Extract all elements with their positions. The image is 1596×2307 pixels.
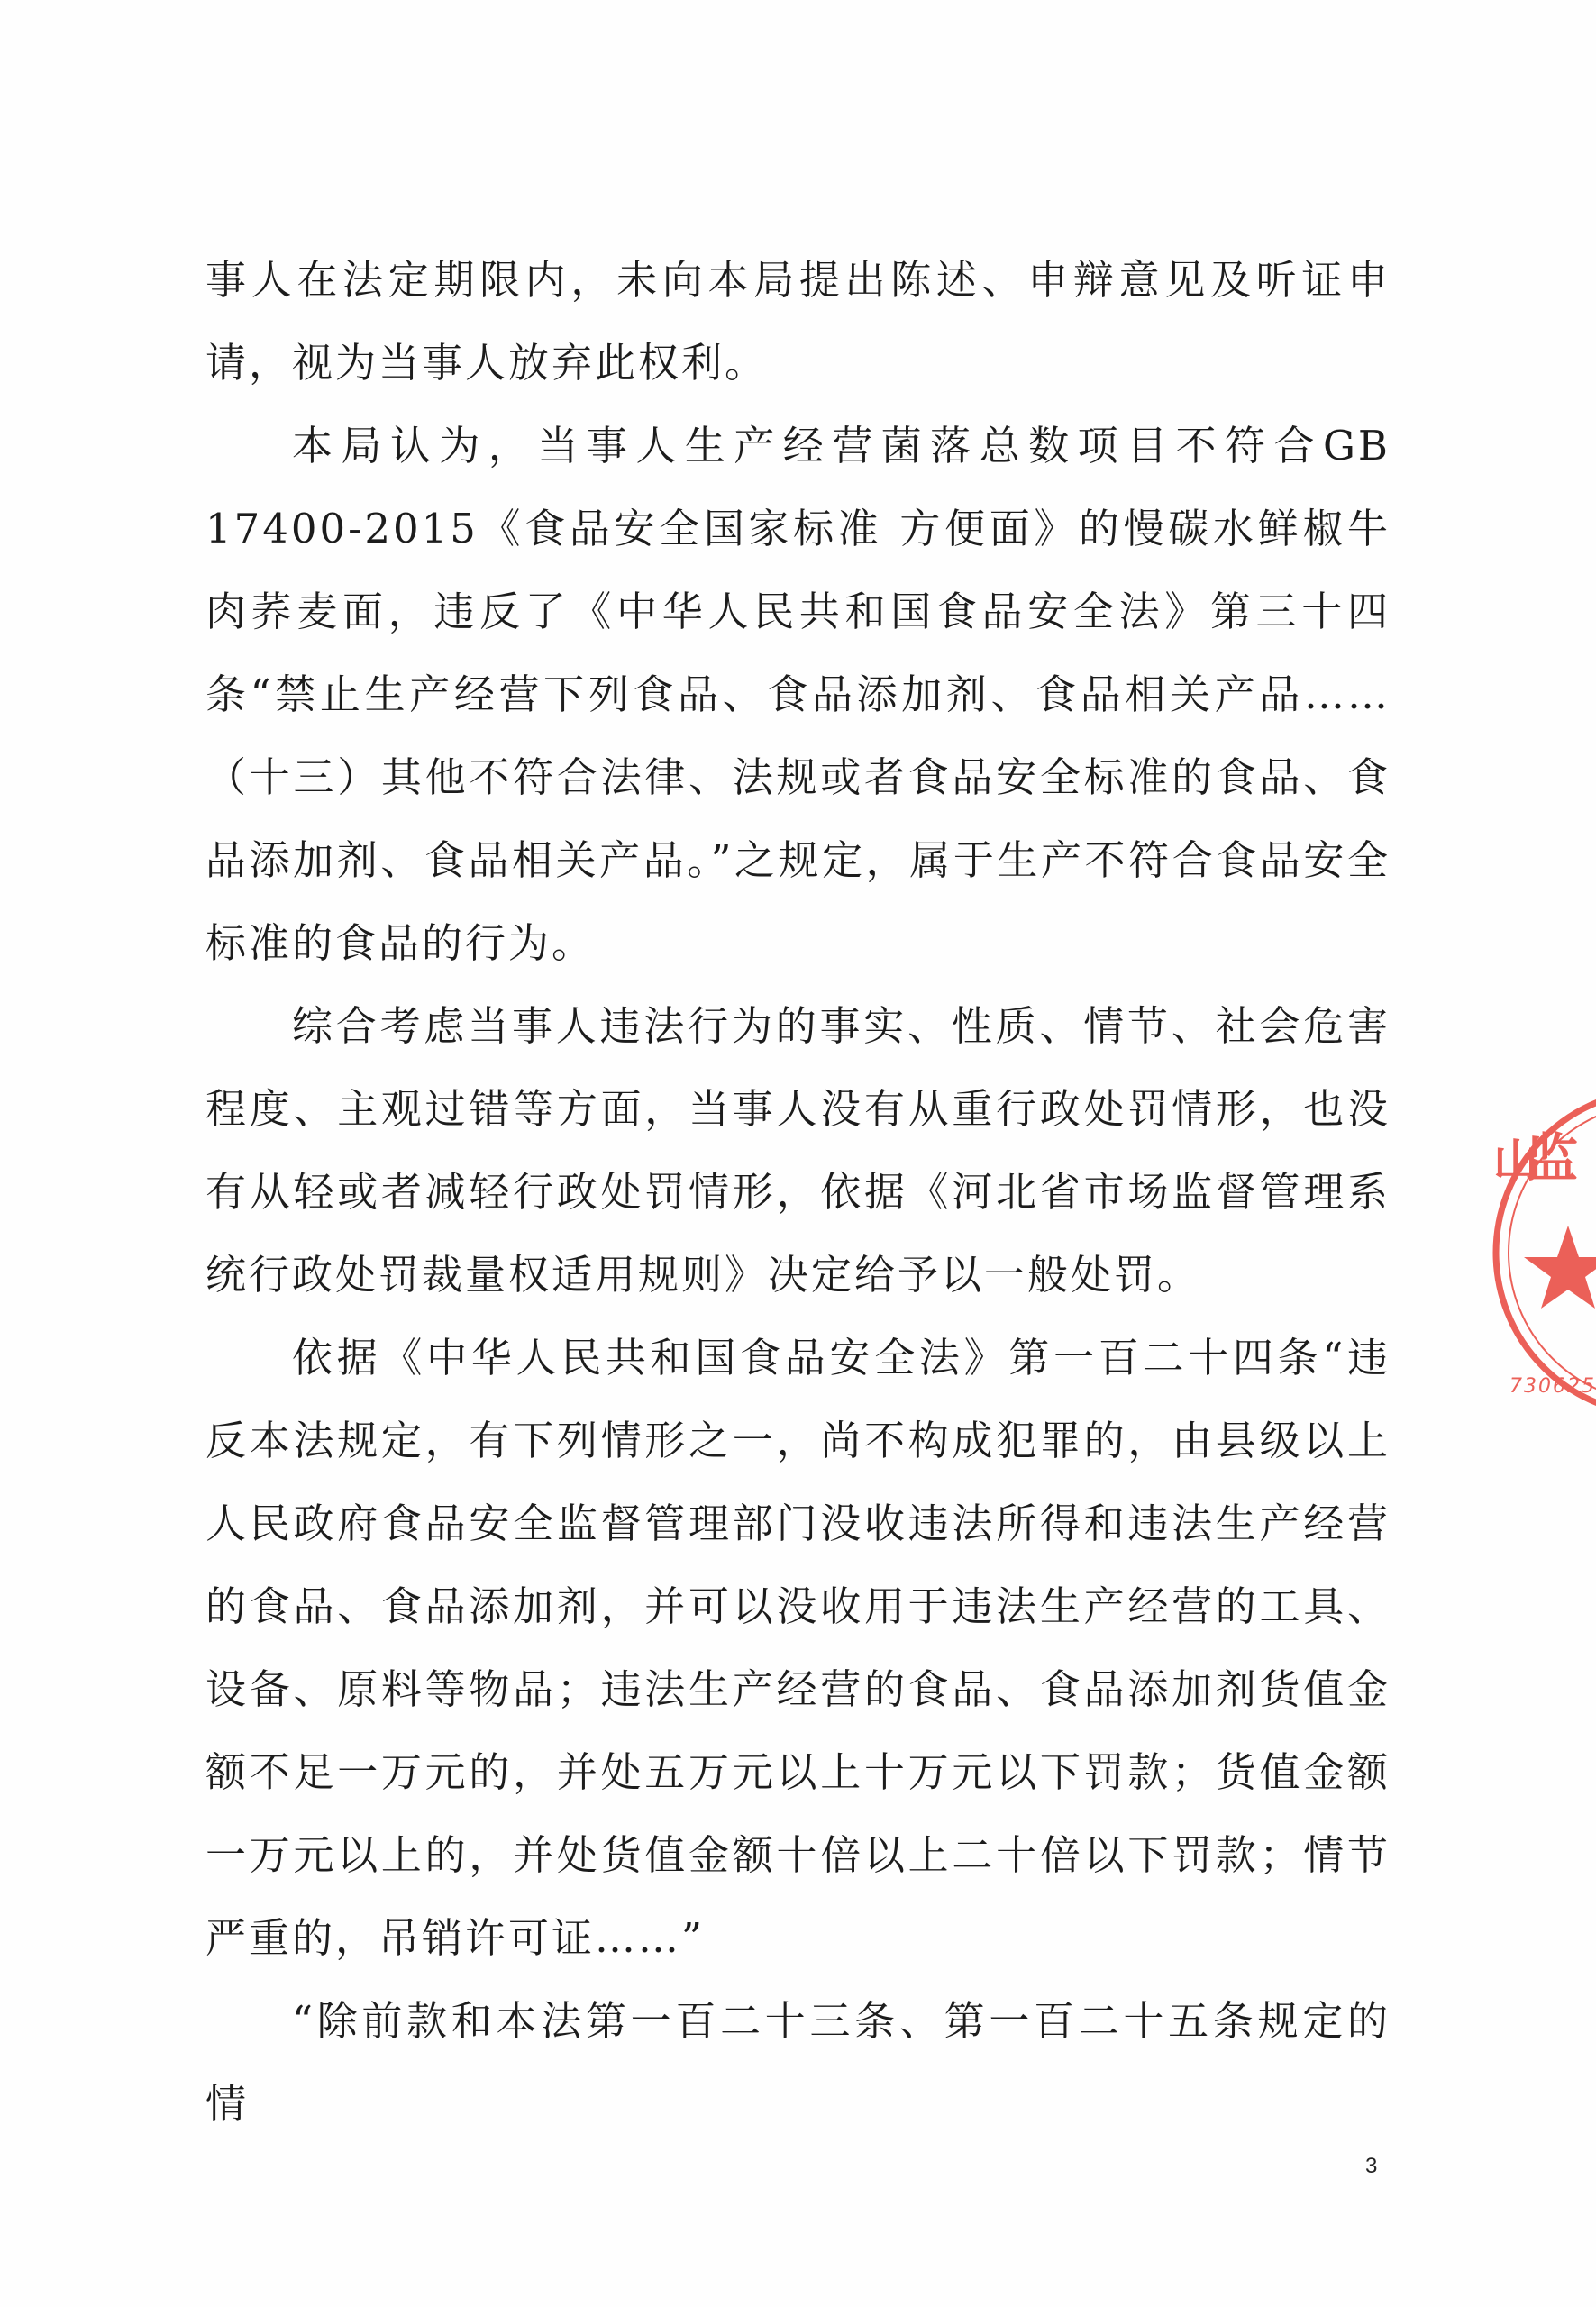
seal-star-icon xyxy=(1524,1226,1596,1309)
document-body xyxy=(205,239,1391,2146)
paragraph-discretion: 综合考虑当事人违法行为的事实、性质、情节、社会危害程度、主观过错等方面，当事人没有从重行政处罚情形，也没有从轻或者减轻行政处罚情形，依据《河北省市场监督管理系统行政处罚裁量权适用规则》决定给予以一般处罚。 xyxy=(205,1002,1391,1299)
official-seal xyxy=(1491,1077,1596,1437)
page-number: 3 xyxy=(1365,2154,1378,2178)
paragraph-continuation: 事人在法定期限内，未向本局提出陈述、申辩意见及听证申请，视为当事人放弃此权利。 xyxy=(205,256,1391,387)
paragraph-finding: 本局认为，当事人生产经营菌落总数项目不符合GB 17400-2015《食品安全国家标准 方便面》的慢碳水鲜椒牛肉荞麦面，违反了《中华人民共和国食品安全法》第三十四条“禁止生产经营下列食品、食品添加剂、食品相关产品……（十三）其他不符合法律、法规或者食品安全标准的食品、食品添加剂、食品相关产品。”之规定，属于生产不符合食品安全标准的食品的行为。 xyxy=(205,422,1391,967)
seal-character: 监 xyxy=(1526,1127,1579,1189)
svg-text:山: 山 xyxy=(1493,1134,1538,1187)
seal-number: 730625 xyxy=(1509,1375,1596,1398)
paragraph-legal-basis: 依据《中华人民共和国食品安全法》第一百二十四条“违反本法规定，有下列情形之一，尚不构成犯罪的，由县级以上人民政府食品安全监督管理部门没收违法所得和违法生产经营的食品、食品添加剂，并可以没收用于违法生产经营的工具、设备、原料等物品；违法生产经营的食品、食品添加剂货值金额不足一万元的，并处五万元以上十万元以下罚款；货值金额一万元以上的，并处货值金额十倍以上二十倍以下罚款；情节严重的，吊销许可证……” xyxy=(205,1334,1391,1962)
seal-graphic xyxy=(1491,1077,1596,1437)
paragraph-quote-start: “除前款和本法第一百二十三条、第一百二十五条规定的情 xyxy=(205,1997,1391,2128)
